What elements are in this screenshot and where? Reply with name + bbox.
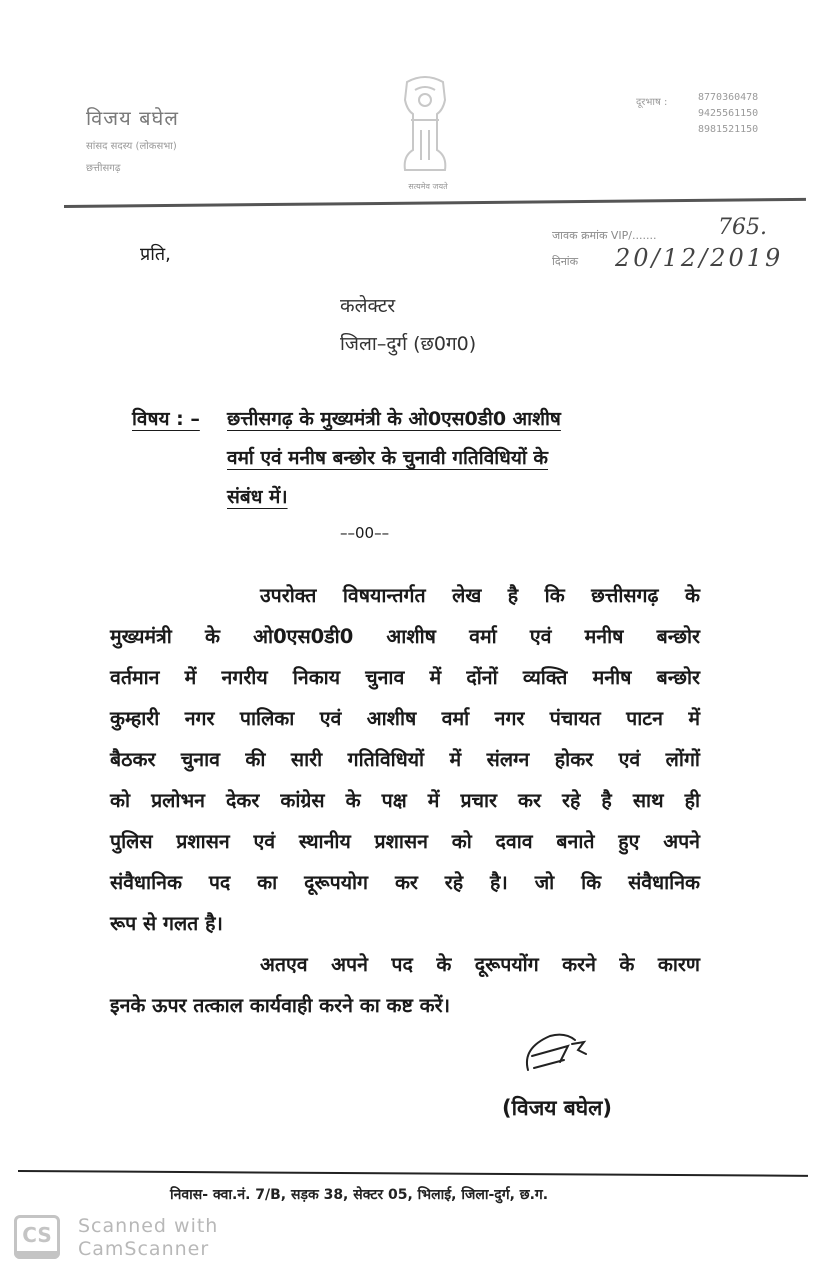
national-emblem-icon xyxy=(385,70,465,180)
subject-block xyxy=(132,400,672,517)
phone-number: 8981521150 xyxy=(698,124,759,135)
watermark-line: Scanned with xyxy=(78,1215,219,1237)
body-line: रूप से गलत है। xyxy=(110,912,223,935)
date-label: दिनांक xyxy=(552,255,579,268)
to-label: प्रति, xyxy=(140,244,171,265)
body-line: मुख्यमंत्री के ओ0एस0डी0 आशीष वर्मा एवं मनीष बन्छोर xyxy=(110,625,700,648)
camscanner-logo-icon: CS xyxy=(14,1215,60,1259)
phone-number: 9425561150 xyxy=(698,108,759,119)
signatory-name: (विजय बघेल) xyxy=(502,1096,613,1120)
separator: ––00–– xyxy=(340,524,390,542)
body-line: संवैधानिक पद का दूरूपयोग कर रहे है। जो कि संवैधानिक xyxy=(110,871,700,894)
body-line: कुम्हारी नगर पालिका एवं आशीष वर्मा नगर पंचायत पाटन में xyxy=(110,707,700,730)
footer-divider xyxy=(18,1170,808,1177)
subject-line: छत्तीसगढ़ के मुख्यमंत्री के ओ0एस0डी0 आशीष xyxy=(227,408,561,430)
body-line: को प्रलोभन देकर कांग्रेस के पक्ष में प्रचार कर रहे है साथ ही xyxy=(110,789,700,812)
header-divider xyxy=(64,198,806,208)
letterhead-place: छत्तीसगढ़ xyxy=(86,163,121,174)
letterhead-designation: सांसद सदस्य (लोकसभा) xyxy=(86,141,177,152)
camscanner-watermark xyxy=(78,1215,218,1261)
date-value: 20/12/2019 xyxy=(615,244,784,272)
body-line: वर्तमान में नगरीय निकाय चुनाव में दोंनों व्यक्ति मनीष बन्छोर xyxy=(110,666,700,689)
subject-label: विषय : – xyxy=(132,408,200,430)
subject-line: वर्मा एवं मनीष बन्छोर के चुनावी गतिविधियों के xyxy=(227,447,549,469)
reference-number-label: जावक क्रमांक VIP/....... xyxy=(552,229,657,242)
footer-address: निवास- क्वा.नं. 7/B, सड़क 38, सेक्टर 05, भिलाई, जिला-दुर्ग, छ.ग. xyxy=(170,1187,549,1203)
signature-icon xyxy=(520,1028,610,1078)
letterhead-name: विजय बघेल xyxy=(86,106,179,130)
letter-body xyxy=(110,575,700,1026)
reference-number-value: 765. xyxy=(718,215,767,240)
emblem-caption: सत्यमेव जयते xyxy=(408,182,448,191)
body-line: इनके ऊपर तत्काल कार्यवाही करने का कष्ट करें। xyxy=(110,994,451,1017)
addressee-district: जिला–दुर्ग (छ0ग0) xyxy=(340,333,477,355)
body-line: पुलिस प्रशासन एवं स्थानीय प्रशासन को दवाव बनाते हुए अपने xyxy=(110,830,700,853)
phone-number: 8770360478 xyxy=(698,92,759,103)
phone-numbers xyxy=(698,90,758,138)
body-line: अतएव अपने पद के दूरूपयोंग करने के कारण xyxy=(260,953,700,976)
addressee-title: कलेक्टर xyxy=(340,295,396,317)
body-line: उपरोक्त विषयान्तर्गत लेख है कि छत्तीसगढ़ के xyxy=(260,584,700,607)
subject-line: संबंध में। xyxy=(227,486,288,508)
phone-label: दूरभाष : xyxy=(636,97,668,108)
watermark-line: CamScanner xyxy=(78,1238,210,1260)
body-line: बैठकर चुनाव की सारी गतिविधियों में संलग्न होकर एवं लोंगों xyxy=(110,748,700,771)
